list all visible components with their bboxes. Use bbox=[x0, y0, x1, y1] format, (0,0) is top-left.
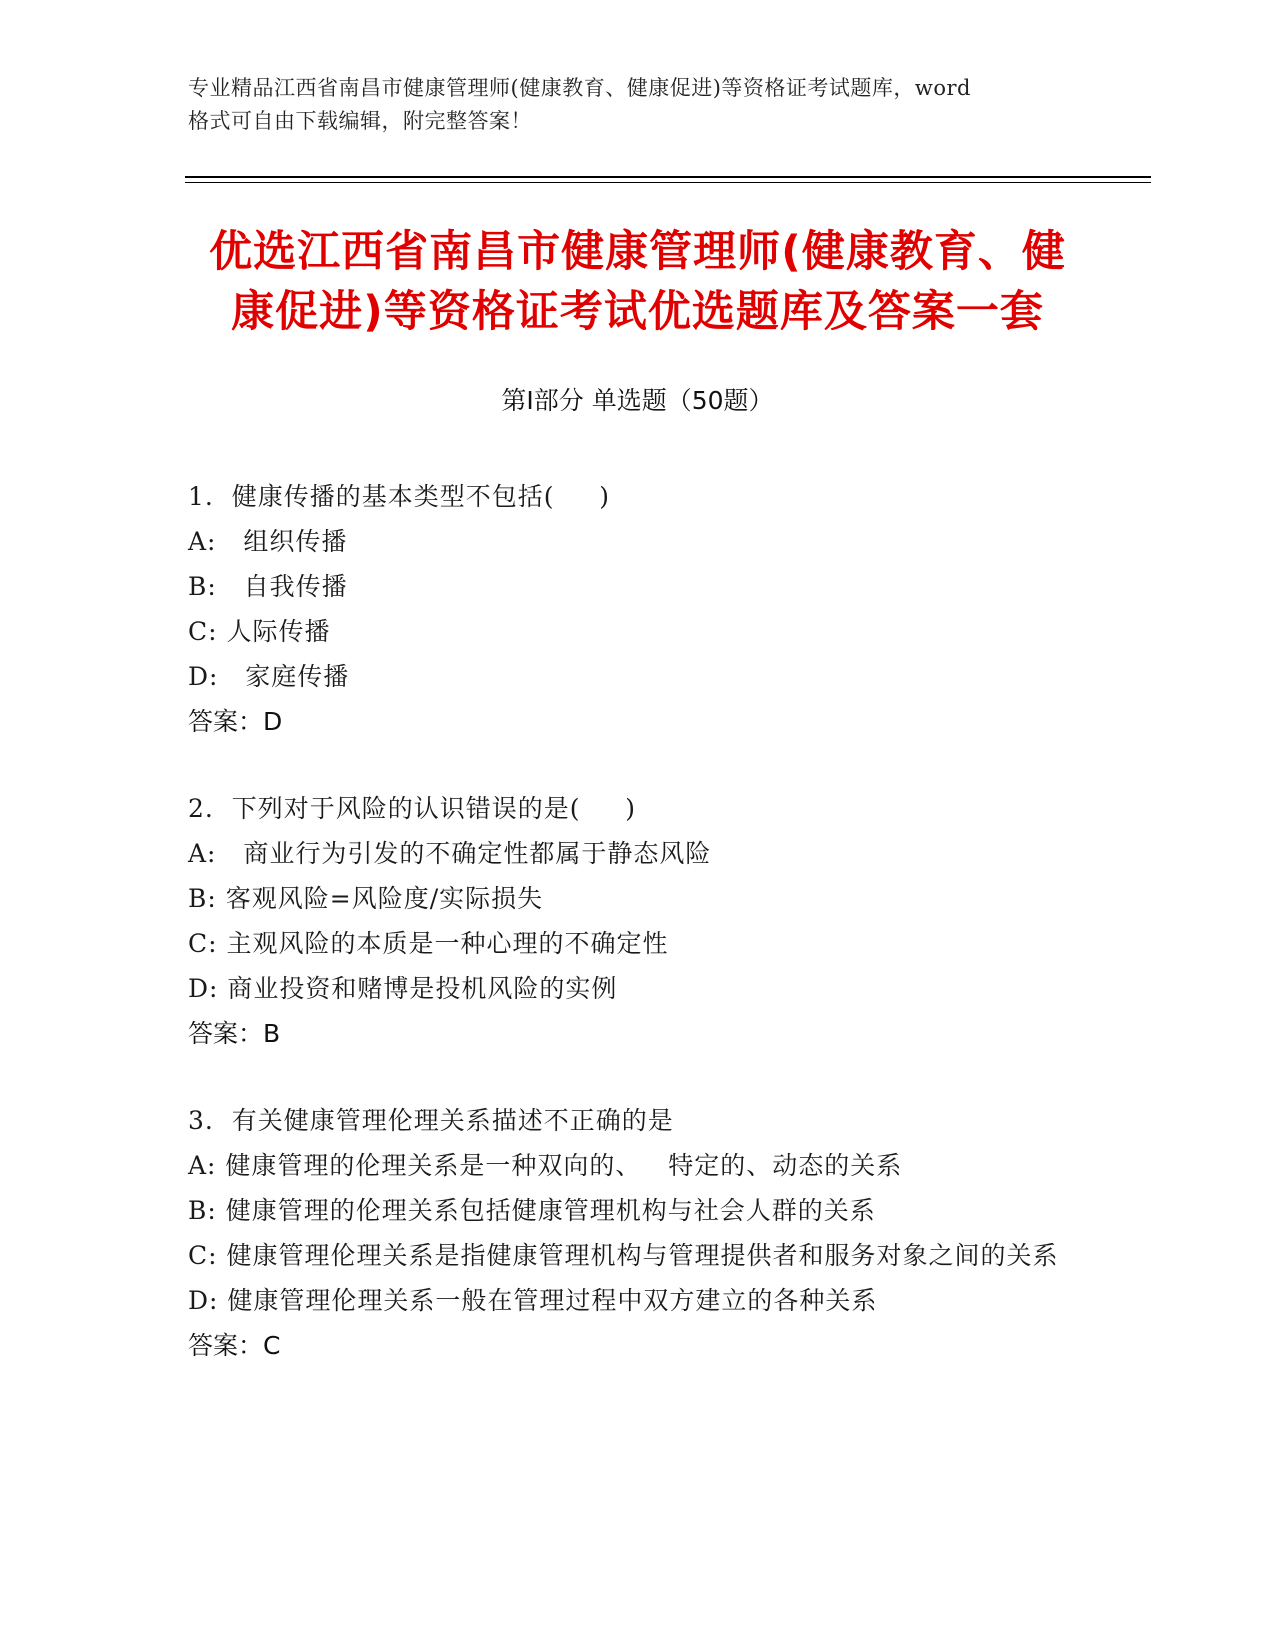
section-title: 第Ⅰ部分 单选题（50题） bbox=[501, 386, 774, 415]
option-a: A: 组织传播 bbox=[188, 527, 348, 556]
question-stem: 2. 下列对于风险的认识错误的是( ) bbox=[188, 794, 636, 823]
header-divider-thin bbox=[185, 182, 1151, 183]
option-c: C: 人际传播 bbox=[188, 617, 331, 646]
option-a: A: 健康管理的伦理关系是一种双向的、 特定的、动态的关系 bbox=[188, 1151, 903, 1180]
question-spacer bbox=[188, 1056, 1088, 1098]
option-b: B: 健康管理的伦理关系包括健康管理机构与社会人群的关系 bbox=[188, 1196, 876, 1225]
header-note-line-2: 格式可自由下载编辑，附完整答案！ bbox=[188, 109, 532, 133]
header-note-line-1: 专业精品江西省南昌市健康管理师(健康教育、健康促进)等资格证考试题库，word bbox=[188, 76, 971, 100]
option-a: A: 商业行为引发的不确定性都属于静态风险 bbox=[188, 839, 712, 868]
option-d: D: 商业投资和赌博是投机风险的实例 bbox=[188, 974, 618, 1003]
question-list bbox=[188, 474, 1088, 1368]
question-3 bbox=[188, 1098, 1088, 1368]
answer: 答案：C bbox=[188, 1331, 281, 1360]
answer: 答案：D bbox=[188, 707, 283, 736]
option-d: D: 健康管理伦理关系一般在管理过程中双方建立的各种关系 bbox=[188, 1286, 878, 1315]
document-title bbox=[150, 222, 1125, 342]
option-c: C: 主观风险的本质是一种心理的不确定性 bbox=[188, 929, 669, 958]
option-b: B: 自我传播 bbox=[188, 572, 348, 601]
option-b: B: 客观风险=风险度/实际损失 bbox=[188, 884, 544, 913]
header-divider-thick bbox=[185, 176, 1151, 178]
answer: 答案：B bbox=[188, 1019, 281, 1048]
document-title-line-2: 康促进)等资格证考试优选题库及答案一套 bbox=[231, 287, 1044, 337]
question-2 bbox=[188, 786, 1088, 1056]
question-stem: 3. 有关健康管理伦理关系描述不正确的是 bbox=[188, 1106, 674, 1135]
question-1 bbox=[188, 474, 1088, 744]
header-note bbox=[188, 72, 1088, 138]
option-d: D: 家庭传播 bbox=[188, 662, 350, 691]
question-stem: 1. 健康传播的基本类型不包括( ) bbox=[188, 482, 610, 511]
document-title-line-1: 优选江西省南昌市健康管理师(健康教育、健 bbox=[209, 227, 1066, 277]
question-spacer bbox=[188, 744, 1088, 786]
option-c: C: 健康管理伦理关系是指健康管理机构与管理提供者和服务对象之间的关系 bbox=[188, 1241, 1059, 1270]
